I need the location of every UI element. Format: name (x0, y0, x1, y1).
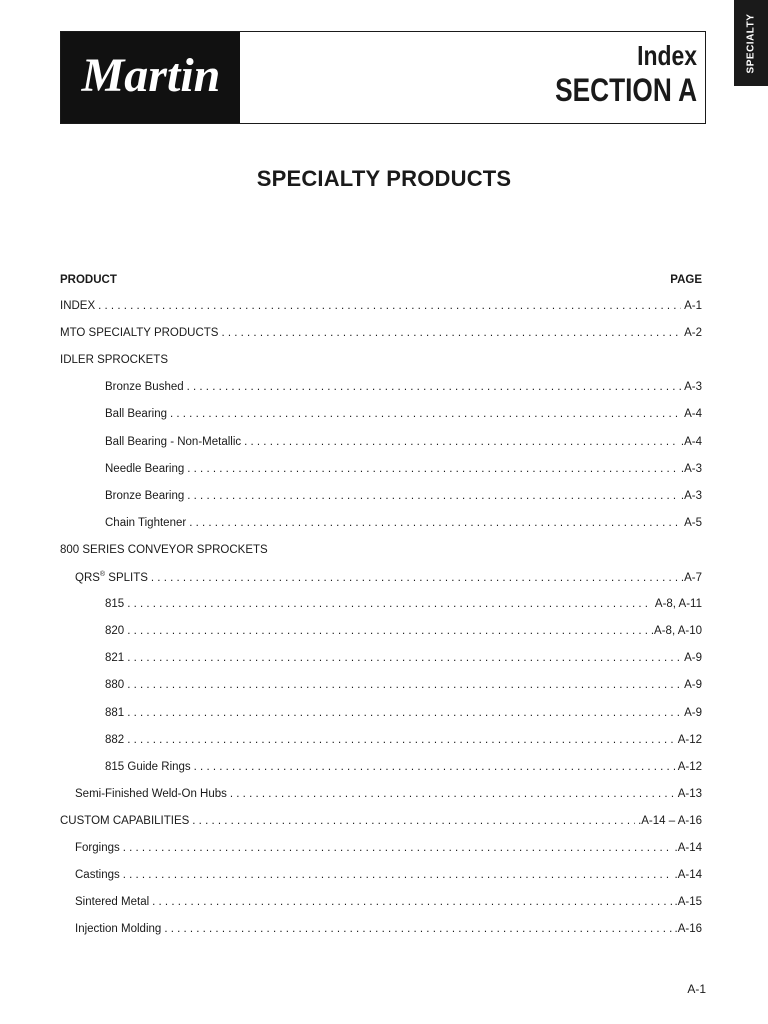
entry-label: 815 (105, 598, 125, 611)
entry-label: Forgings (75, 842, 120, 854)
entry-page: .A-7 (680, 571, 702, 584)
entry-label: Castings (75, 869, 120, 882)
entry-label: 880 (105, 679, 125, 692)
index-entry (60, 517, 702, 535)
dot-leader (187, 463, 678, 475)
index-entry (60, 571, 702, 589)
entry-label: 800 SERIES CONVEYOR SPROCKETS (60, 543, 268, 556)
dot-leader (127, 679, 681, 691)
index-entry (60, 652, 702, 670)
entry-label: 881 (105, 706, 125, 719)
index-heading: Index (637, 40, 697, 71)
dot-leader (127, 625, 648, 637)
dot-leader (123, 869, 672, 881)
dot-leader (244, 436, 678, 448)
entry-label: Bronze Bushed (105, 381, 184, 394)
index-entry (60, 463, 702, 481)
page-column-header: PAGE (670, 274, 702, 286)
entry-page: A-4 (684, 408, 702, 421)
product-column-header: PRODUCT (60, 274, 117, 286)
dot-leader (164, 923, 671, 935)
dot-leader (187, 490, 678, 502)
index-entry (60, 869, 702, 887)
entry-page: .A-15 (674, 896, 702, 909)
entry-page: .A-14 – A-16 (638, 814, 702, 827)
entry-page: .A-4 (680, 435, 702, 448)
entry-label: QRS® SPLITS (75, 571, 148, 584)
dot-leader (127, 707, 681, 719)
dot-leader (230, 788, 675, 800)
entry-page: A-12 (677, 733, 702, 746)
entry-label: 820 (105, 625, 125, 638)
index-entry (60, 761, 702, 779)
index-entry (60, 734, 702, 752)
dot-leader (151, 572, 678, 584)
section-title (555, 40, 697, 108)
dot-leader (170, 408, 681, 420)
entry-label: Sintered Metal (75, 896, 150, 909)
entry-page: A-9 (684, 679, 702, 692)
entry-label: Chain Tightener (105, 516, 187, 529)
dot-leader (187, 381, 681, 393)
index-entry (60, 327, 702, 345)
section-side-tab (734, 0, 768, 86)
entry-label: Ball Bearing (105, 408, 168, 421)
dot-leader (189, 517, 681, 529)
index-entry (60, 923, 702, 941)
entry-page: .A-14 (674, 869, 702, 882)
index-entry (60, 544, 702, 562)
index-entry (60, 707, 702, 725)
dot-leader (152, 896, 671, 908)
entry-page: .A-8, A-10 (650, 625, 702, 638)
entry-label: MTO SPECIALTY PRODUCTS (60, 327, 219, 340)
index-entry (60, 788, 702, 806)
logo-text: Martin (81, 48, 220, 102)
footer-page-number: A-1 (687, 982, 706, 996)
index-entry (60, 300, 702, 318)
index-entry (60, 381, 702, 399)
entry-label: Ball Bearing - Non-Metallic (105, 435, 242, 448)
entry-page: .A-3 (680, 489, 702, 502)
index-entry (60, 354, 702, 372)
index-entry (60, 842, 702, 860)
entry-page: A-8, A-11 (654, 598, 702, 611)
entry-page: A-2 (684, 327, 702, 340)
page-title: SPECIALTY PRODUCTS (256, 166, 512, 191)
entry-page: .A-3 (680, 462, 702, 475)
index-entry (60, 490, 702, 508)
entry-page: .A-16 (674, 923, 702, 936)
dot-leader (221, 327, 681, 339)
index-entry (60, 436, 702, 454)
dot-leader (192, 815, 635, 827)
martin-logo-wordmark (71, 43, 231, 113)
entry-label: INDEX (60, 300, 96, 312)
index-entry (60, 815, 702, 833)
entry-label: 882 (105, 733, 125, 746)
dot-leader (123, 842, 672, 854)
dot-leader (127, 734, 675, 746)
header-box (60, 31, 706, 124)
entry-label: Injection Molding (75, 923, 162, 936)
section-heading: SECTION A (555, 72, 697, 108)
entry-page: .A-14 (674, 842, 702, 854)
entry-page: A-9 (684, 652, 702, 665)
index-entry (60, 408, 702, 426)
entry-page: A-13 (677, 787, 702, 800)
entry-label: 821 (105, 652, 125, 665)
entry-page: A-3 (684, 381, 702, 394)
index-entry (60, 625, 702, 643)
entry-page: A-9 (684, 706, 702, 719)
entry-label: CUSTOM CAPABILITIES (60, 814, 190, 827)
entry-label: Bronze Bearing (105, 489, 185, 502)
entry-page: A-5 (684, 516, 702, 529)
entry-label: Needle Bearing (105, 462, 185, 475)
index-entry (60, 679, 702, 697)
entry-label: Semi-Finished Weld-On Hubs (75, 787, 227, 800)
martin-logo (61, 32, 240, 123)
entry-label: 815 Guide Rings (105, 760, 191, 773)
dot-leader (127, 652, 681, 664)
index-entry (60, 598, 702, 616)
dot-leader (194, 761, 675, 773)
entry-page: A-1 (684, 300, 702, 312)
entry-page: A-12 (677, 760, 702, 773)
entry-label: IDLER SPROCKETS (60, 354, 168, 367)
index-entry (60, 896, 702, 914)
side-tab-label: SPECIALTY (745, 13, 757, 73)
dot-leader (127, 598, 652, 610)
dot-leader (98, 300, 681, 312)
